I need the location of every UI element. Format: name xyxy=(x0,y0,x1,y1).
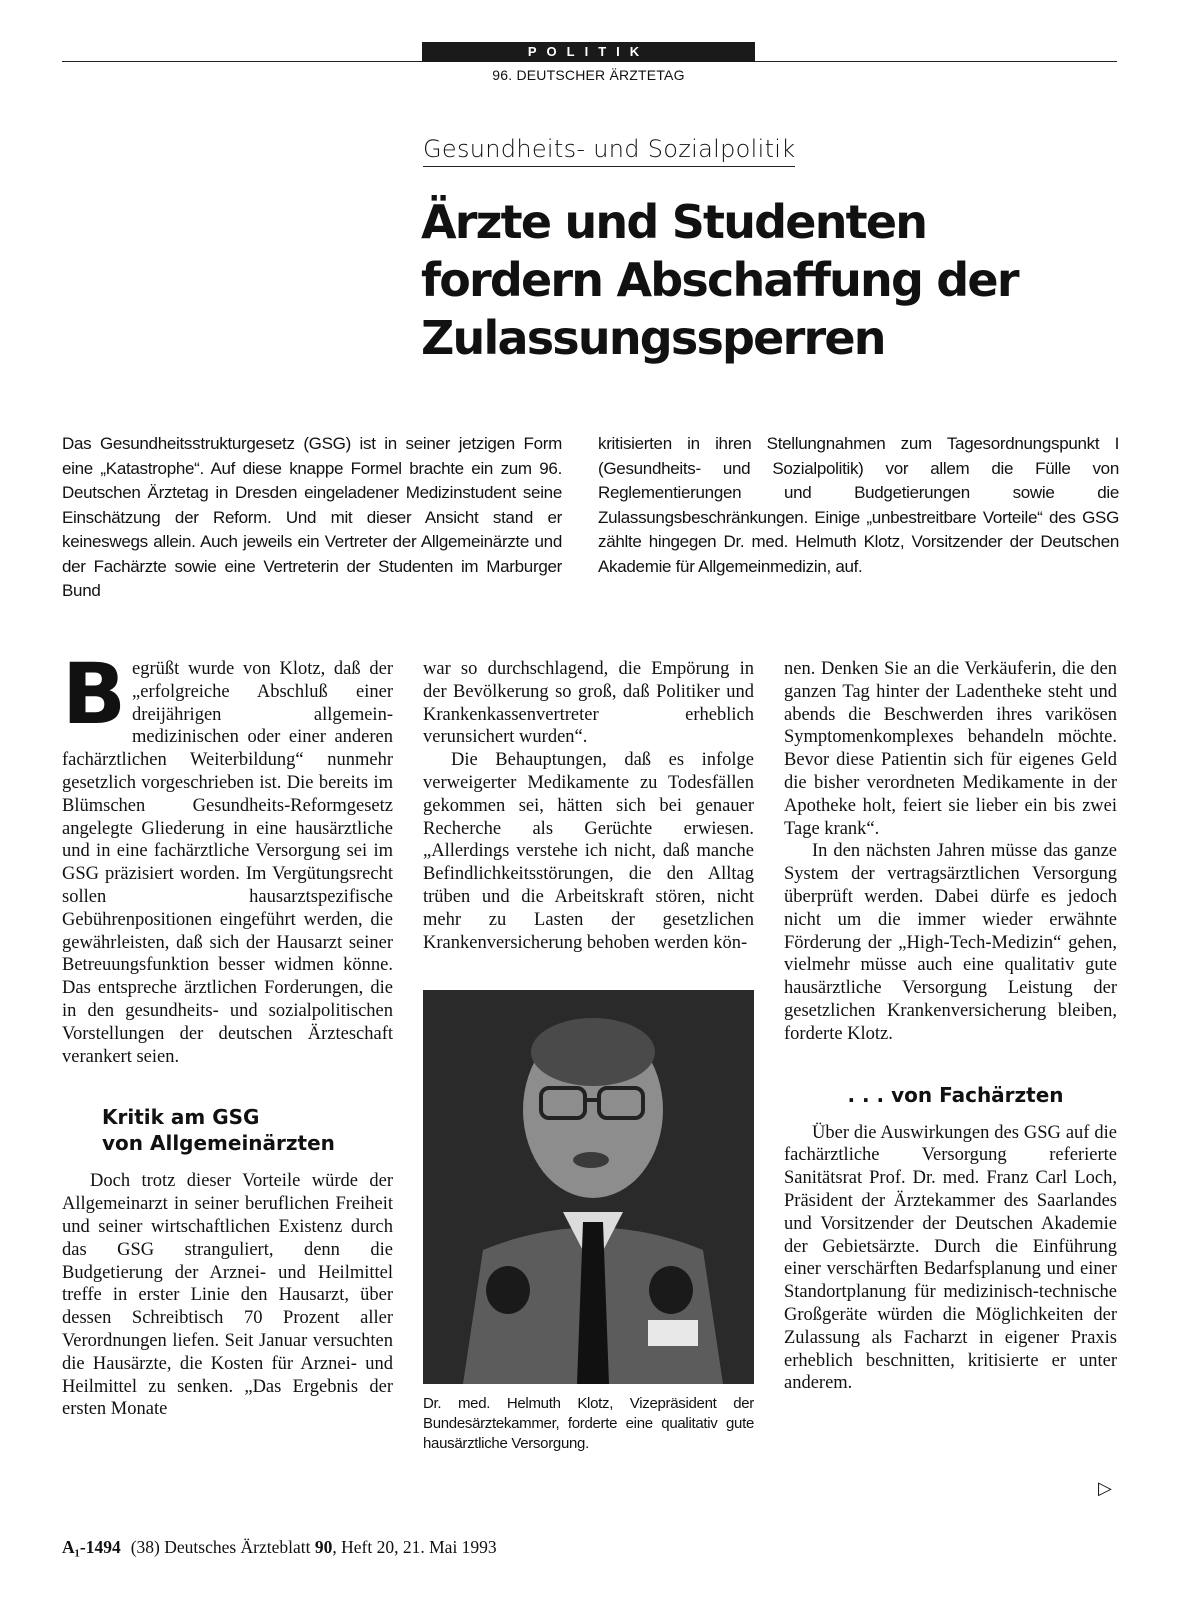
drop-cap: B xyxy=(62,645,127,743)
lead-paragraph-1: Das Gesundheitsstrukturgesetz (GSG) ist in seiner jetzigen Form eine „Katastrophe“. Auf diese knappe Formel brachte ein zum 96. Deutschen Ärztetag in Dresden eingeladener Medizinstudent seine Einschätzung der Reform. Und mit dieser Ansicht stand er keineswegs allein. Auch jeweils ein Vertreter der Allgemeinärzte und der Fachärzte sowie eine Vertreterin der Studenten im Marburger Bund xyxy=(62,434,562,600)
continue-triangle-icon: ▷ xyxy=(1098,1478,1112,1498)
section-label: POLITIK xyxy=(422,42,755,62)
body-column-3 xyxy=(784,658,1117,1395)
body-paragraph: Doch trotz dieser Vorteile würde der Allgemeinarzt in seiner beruflichen Freiheit und seiner wirtschaftlichen Existenz durch das GSG stranguliert, denn die Budgetierung der Arznei- und Heilmittel treffe in erster Linie den Hausarzt, über dessen Schreibtisch 70 Prozent aller Verordnungen liefen. Seit Januar versuchten die Hausärzte, die Kosten für Arznei- und Heilmittel zu senken. „Das Ergebnis der ersten Monate xyxy=(62,1171,393,1420)
body-paragraph: nen. Denken Sie an die Verkäuferin, die den ganzen Tag hinter der Ladentheke steht und abends die Beschwerden ihres varikösen Symptomenkomplexes behandeln möchte. Bevor diese Patientin sich für eigenes Geld die bisher verordneten Medikamente in der Apotheke holt, feiert sie lieber ein bis zwei Tage krank“. xyxy=(784,659,1117,839)
body-paragraph: Über die Auswirkungen des GSG auf die fachärztliche Versorgung referierte Sanitätsrat Prof. Dr. med. Franz Carl Loch, Präsident der Ärztekammer des Saarlandes und Vorsitzender der Deutschen Akademie der Gebietsärzte. Durch die Einführung einer verschärften Bedarfsplanung und einer Standortplanung für medizinisch-technische Großgeräte würden die Möglichkeiten der Zulassung als Facharzt in eigener Praxis erheblich beschnitten, kritisierte er unter anderem. xyxy=(784,1122,1117,1394)
photo-caption: Dr. med. Helmuth Klotz, Vizepräsident der Bundesärztekammer, forderte eine qualitativ gute hausärztliche Versorgung. xyxy=(423,1395,754,1452)
department-heading: Gesundheits- und Sozialpolitik xyxy=(423,134,795,167)
body-paragraph: In den nächsten Jahren müsse das ganze System der vertragsärztlichen Versorgung überprüft werden. Dabei dürfe es jedoch nicht um die immer wieder erwähnte Förderung der „High-Tech-Medizin“ gehen, vielmehr müsse auch eine qualitativ gute hausärztliche Versorgung Leistung der gesetzlichen Krankenversicherung bleiben, forderte Klotz. xyxy=(784,841,1117,1044)
body-column-2 xyxy=(423,658,754,954)
subheading-line: von Allgemeinärzten xyxy=(102,1131,335,1156)
body-paragraph: Die Behauptungen, daß es infolge verweigerter Medikamente zu Todesfällen gekommen sei, hätten sich bei genauer Recherche als Gerüchte erwiesen. „Allerdings verstehe ich nicht, daß manche Befindlichkeitsstörungen, die den Alltag trüben und die Arbeitskraft stören, nicht mehr zu Lasten der gesetzlichen Krankenversicherung behoben werden kön- xyxy=(423,750,754,953)
header-rule-left xyxy=(62,61,434,62)
subheading-line: Kritik am GSG xyxy=(102,1105,260,1130)
page-footer xyxy=(62,1536,497,1558)
lead-paragraph-2: kritisierten in ihren Stellungnahmen zum Tagesordnungspunkt I (Gesundheits- und Sozialpolitik) vor allem die Fülle von Reglementierungen und Budgetierungen sowie die Zulassungsbeschränkungen. Einige „unbestreitbare Vorteile“ des GSG zählte hingegen Dr. med. Helmuth Klotz, Vorsitzender der Deutschen Akademie für Allgemeinmedizin, auf. xyxy=(598,434,1119,576)
portrait-illustration xyxy=(423,990,754,1384)
body-paragraph xyxy=(62,645,393,1068)
body-column-1 xyxy=(62,645,393,1421)
event-kicker: 96. DEUTSCHER ÄRZTETAG xyxy=(492,67,685,83)
subheading-allgemeinaerzte xyxy=(102,1104,393,1156)
header-rule-right xyxy=(755,61,1117,62)
portrait-photo xyxy=(423,990,754,1384)
subheading-fachaerzte: . . . von Fachärzten xyxy=(847,1082,1064,1107)
footer-text: (38) Deutsches Ärzteblatt xyxy=(130,1537,315,1557)
article-headline: Ärzte und Studenten fordern Abschaffung der Zulassungssperren xyxy=(421,195,1018,365)
body-paragraph: war so durchschlagend, die Empörung in der Bevölkerung so groß, daß Politiker und Krankenkassenvertreter erheblich verunsichert wurden“. xyxy=(423,659,754,748)
footer-volume: 90 xyxy=(314,1537,333,1557)
footer-issue: , Heft 20, 21. Mai 1993 xyxy=(332,1537,497,1557)
body-text: egrüßt wurde von Klotz, daß der „erfolgreiche Abschluß einer dreijährigen allgemeinmedizinischen oder einer anderen fachärztlichen Weiterbildung“ nunmehr gesetzlich vorgeschrieben ist. Die bereits im Blümschen Gesundheits-Reformgesetz angelegte Gliederung in eine hausärztliche und in eine fachärztliche Versorgung sei im GSG präzisiert worden. Im Vergütungsrecht sollen hausarztspezifische Gebührenpositionen eingeführt werden, die gewährleisten, daß sich der Hausarzt seiner Betreuungsfunktion besser widmen könne. Das entspreche ärztlichen Forderungen, die in den gesundheits- und sozialpolitischen Vorstellungen der deutschen Ärzteschaft verankert seien. xyxy=(62,659,393,1067)
page-reference: A₁-1494 xyxy=(62,1537,121,1557)
